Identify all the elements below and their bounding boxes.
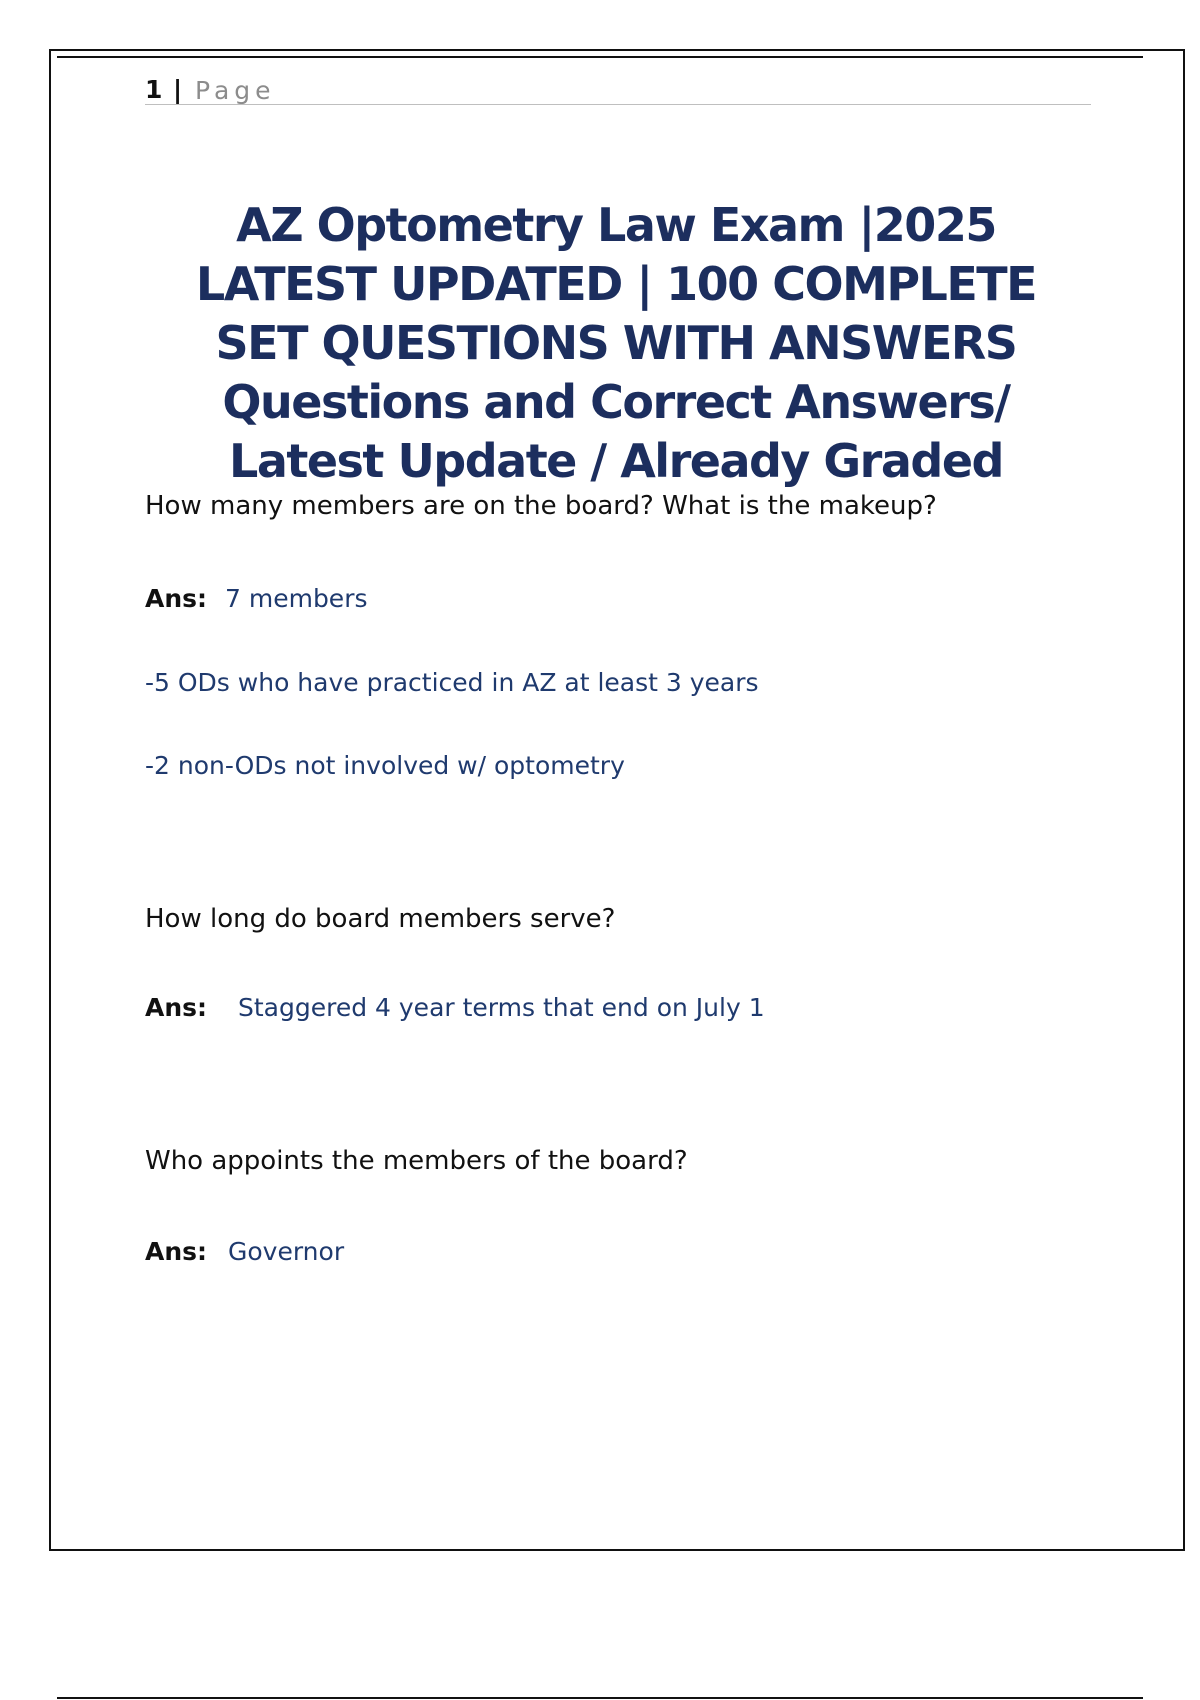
question-3: Who appoints the members of the board? [145, 1146, 688, 1176]
answer-2: Staggered 4 year terms that end on July 1 [238, 993, 765, 1022]
question-2: How long do board members serve? [145, 904, 616, 934]
question-1: How many members are on the board? What is the makeup? [145, 491, 937, 521]
answer-1-detail-2: -2 non-ODs not involved w/ optometry [145, 751, 625, 780]
page-header [145, 74, 1091, 105]
page-number: 1 [145, 75, 163, 104]
answer-1-detail-1: -5 ODs who have practiced in AZ at least 3 years [145, 668, 759, 697]
answer-label-2: Ans: [145, 993, 208, 1022]
answer-3: Governor [228, 1237, 345, 1266]
page-separator: | [173, 75, 183, 104]
document-title: AZ Optometry Law Exam |2025 LATEST UPDATED | 100 COMPLETE SET QUESTIONS WITH ANSWERS Questions and Correct Answers/ Latest Update / Already Graded [195, 198, 1037, 488]
top-rule [57, 56, 1143, 58]
page-label: Page [195, 76, 276, 105]
bottom-rule [57, 1697, 1143, 1699]
answer-1: 7 members [225, 584, 368, 613]
answer-label-1: Ans: [145, 584, 208, 613]
answer-label-3: Ans: [145, 1237, 208, 1266]
